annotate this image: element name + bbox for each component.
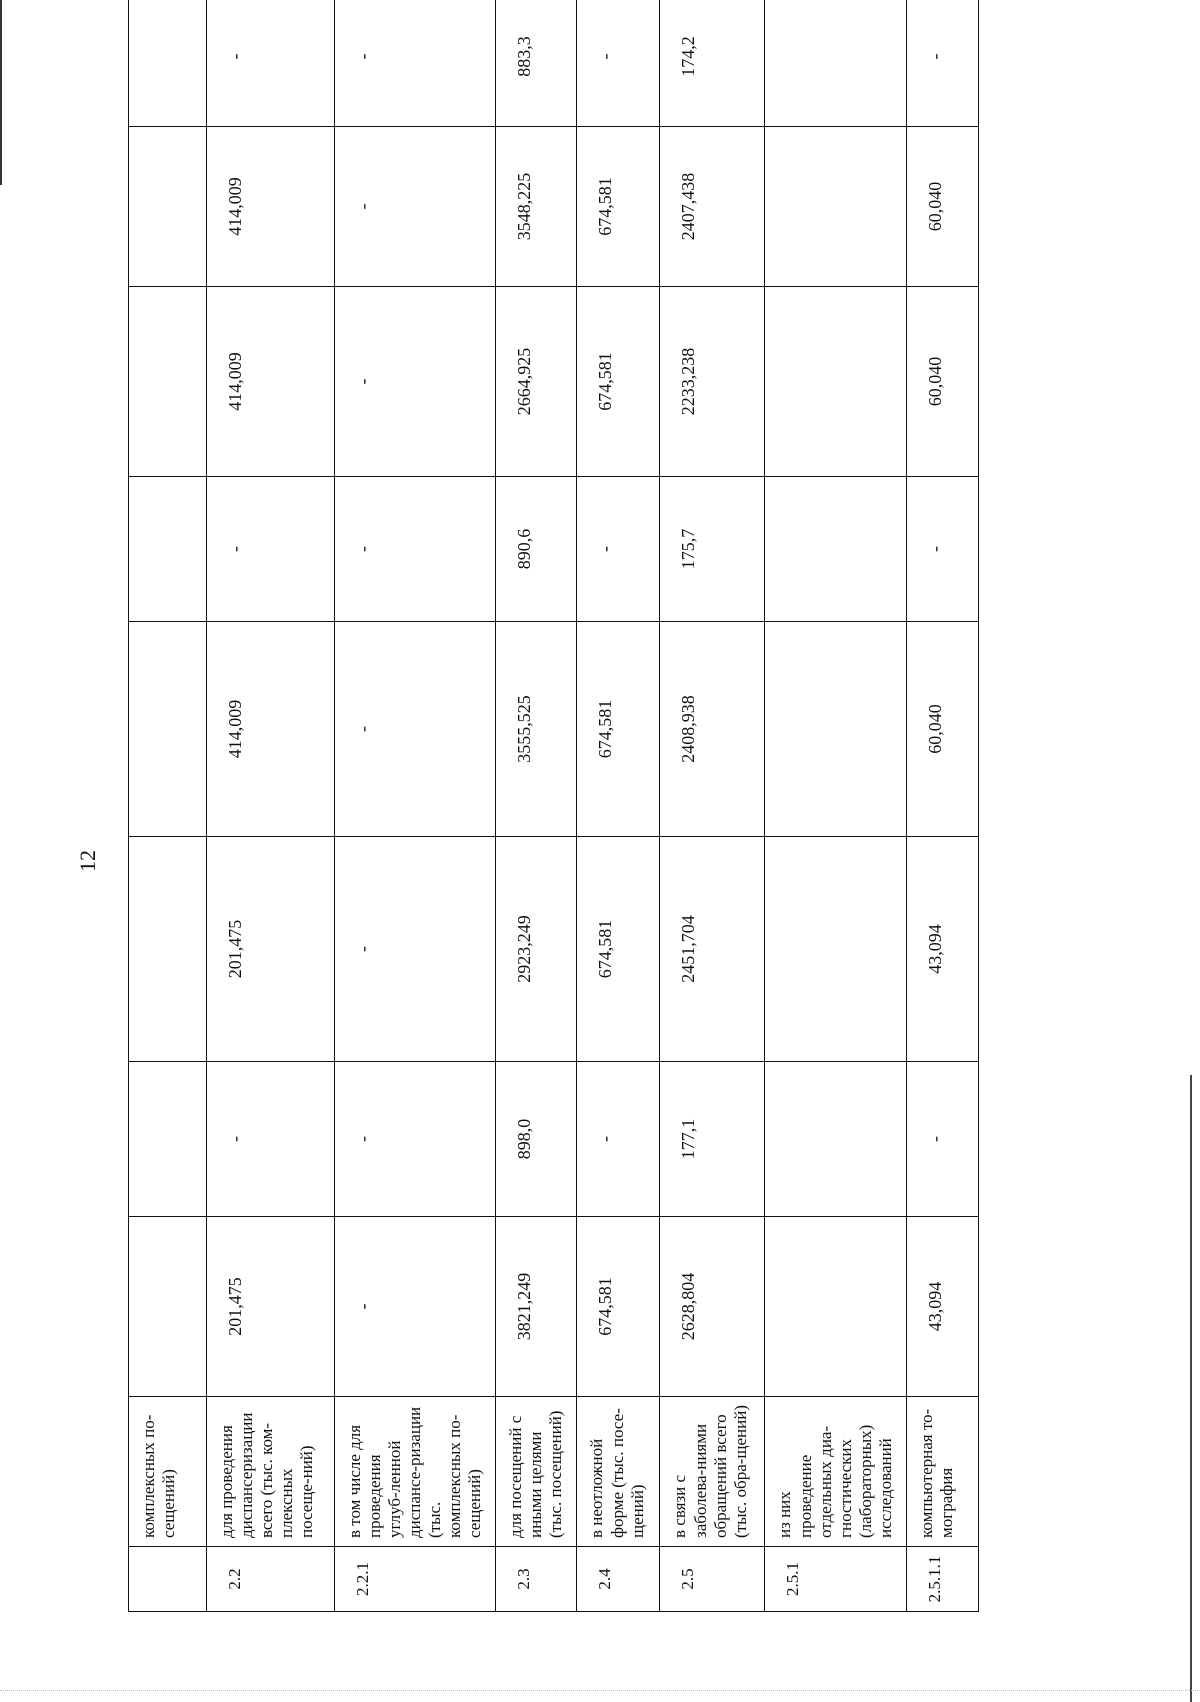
row-index: 2.2 — [207, 1547, 335, 1612]
value-cell: - — [577, 1062, 660, 1217]
value-cell — [765, 1217, 906, 1397]
value-cell: 2233,238 — [660, 287, 765, 477]
row-label: компьютерная то-мография — [906, 1397, 978, 1547]
rotated-table-container — [128, 36, 956, 1612]
value-cell — [129, 837, 207, 1062]
value-cell: 898,0 — [496, 1062, 577, 1217]
value-cell: 43,094 — [906, 837, 978, 1062]
value-cell — [129, 1217, 207, 1397]
value-cell: 3821,249 — [496, 1217, 577, 1397]
value-cell: 2407,438 — [660, 127, 765, 287]
value-cell: 3548,225 — [496, 127, 577, 287]
value-cell: 201,475 — [207, 837, 335, 1062]
value-cell — [129, 287, 207, 477]
row-label: в неотложной форме (тыс. посе-щений) — [577, 1397, 660, 1547]
value-cell: 174,2 — [660, 0, 765, 127]
value-cell: 60,040 — [906, 287, 978, 477]
value-cell: - — [335, 1217, 496, 1397]
row-index: 2.2.1 — [335, 1547, 496, 1612]
table-row — [335, 0, 496, 1612]
row-index: 2.4 — [577, 1547, 660, 1612]
table-row — [496, 0, 577, 1612]
row-index — [129, 1547, 207, 1612]
value-cell — [765, 1062, 906, 1217]
value-cell: 3555,525 — [496, 622, 577, 837]
value-cell — [765, 477, 906, 622]
value-cell: - — [335, 287, 496, 477]
value-cell: 60,040 — [906, 622, 978, 837]
row-index: 2.5.1 — [765, 1547, 906, 1612]
value-cell: - — [906, 0, 978, 127]
value-cell: - — [577, 0, 660, 127]
value-cell: 2451,704 — [660, 837, 765, 1062]
scan-edge-right — [1190, 1075, 1192, 1702]
table-row — [207, 0, 335, 1612]
value-cell: 674,581 — [577, 287, 660, 477]
value-cell: 674,581 — [577, 837, 660, 1062]
row-label: в том числе для проведения углуб-ленной диспансе-ризации (тыс. комплексных по-сещений) — [335, 1397, 496, 1547]
value-cell — [129, 0, 207, 127]
value-cell: 674,581 — [577, 622, 660, 837]
value-cell: - — [335, 1062, 496, 1217]
value-cell: - — [207, 0, 335, 127]
row-label: из них проведение отдельных диа-гностических (лабораторных) исследований — [765, 1397, 906, 1547]
value-cell: - — [207, 477, 335, 622]
table-row — [129, 0, 207, 1612]
value-cell: 674,581 — [577, 127, 660, 287]
value-cell: 2664,925 — [496, 287, 577, 477]
value-cell — [129, 1062, 207, 1217]
value-cell: 414,009 — [207, 127, 335, 287]
value-cell — [765, 837, 906, 1062]
row-label: для посещений с иными целями (тыс. посещений) — [496, 1397, 577, 1547]
value-cell — [765, 622, 906, 837]
row-label: комплексных по-сещений) — [129, 1397, 207, 1547]
value-cell: 890,6 — [496, 477, 577, 622]
value-cell — [129, 127, 207, 287]
scan-bottom-edge — [0, 1690, 1200, 1691]
row-label: в связи с заболева-ниями обращений всего (тыс. обра-щений) — [660, 1397, 765, 1547]
row-index: 2.5 — [660, 1547, 765, 1612]
value-cell — [765, 127, 906, 287]
value-cell: 201,475 — [207, 1217, 335, 1397]
value-cell: - — [335, 837, 496, 1062]
value-cell: - — [335, 127, 496, 287]
value-cell: 2628,804 — [660, 1217, 765, 1397]
table-row — [577, 0, 660, 1612]
value-cell — [129, 477, 207, 622]
value-cell: 43,094 — [906, 1217, 978, 1397]
page-number: 12 — [75, 850, 100, 872]
value-cell: 414,009 — [207, 622, 335, 837]
value-cell: 414,009 — [207, 287, 335, 477]
volume-table — [128, 0, 979, 1612]
value-cell — [765, 0, 906, 127]
value-cell: 177,1 — [660, 1062, 765, 1217]
value-cell: 674,581 — [577, 1217, 660, 1397]
table-row — [660, 0, 765, 1612]
row-index: 2.3 — [496, 1547, 577, 1612]
table-row — [906, 0, 978, 1612]
value-cell: 883,3 — [496, 0, 577, 127]
row-label: для проведения диспансеризации всего (тыс. ком-плексных посеще-ний) — [207, 1397, 335, 1547]
scan-edge-left — [0, 0, 2, 185]
value-cell: - — [906, 477, 978, 622]
value-cell: 2923,249 — [496, 837, 577, 1062]
value-cell — [765, 287, 906, 477]
value-cell: - — [335, 622, 496, 837]
value-cell: 2408,938 — [660, 622, 765, 837]
value-cell: - — [577, 477, 660, 622]
value-cell: 60,040 — [906, 127, 978, 287]
table-row — [765, 0, 906, 1612]
value-cell: - — [207, 1062, 335, 1217]
value-cell: - — [335, 0, 496, 127]
value-cell: - — [906, 1062, 978, 1217]
value-cell — [129, 622, 207, 837]
value-cell: 175,7 — [660, 477, 765, 622]
value-cell: - — [335, 477, 496, 622]
row-index: 2.5.1.1 — [906, 1547, 978, 1612]
